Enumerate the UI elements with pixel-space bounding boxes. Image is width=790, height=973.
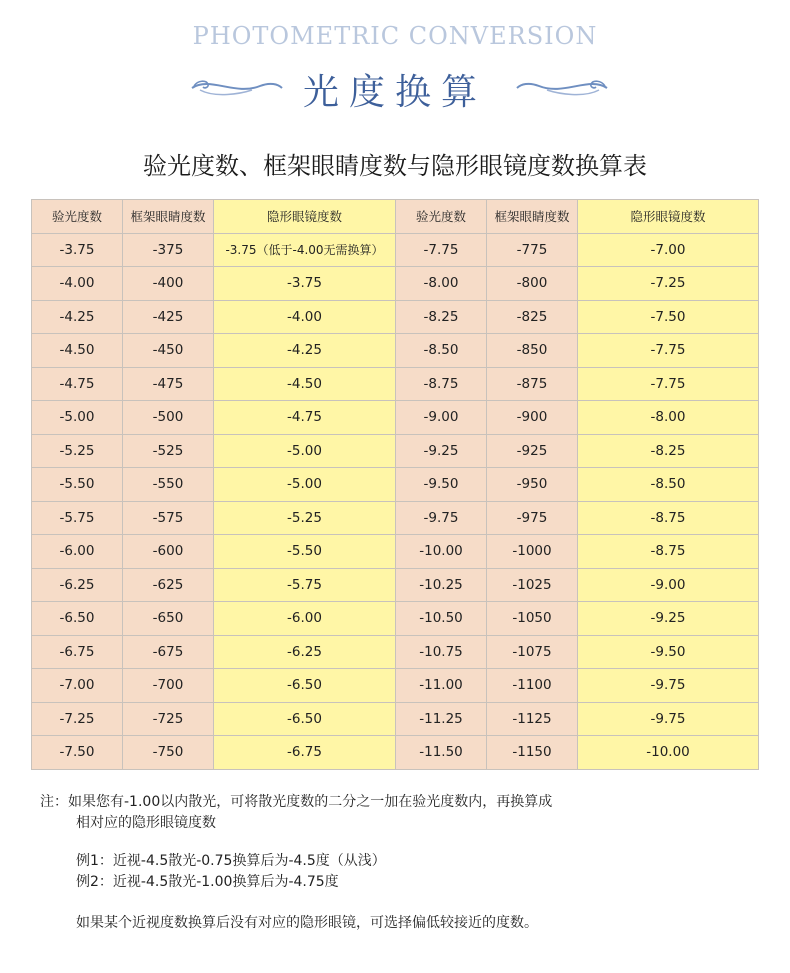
table-cell: -10.00 [578, 736, 759, 770]
header-refraction: 验光度数 [32, 200, 123, 234]
table-cell: -900 [487, 401, 578, 435]
table-cell: -6.25 [214, 635, 396, 669]
table-cell: -8.25 [396, 300, 487, 334]
table-row [32, 267, 759, 301]
table-cell: -1125 [487, 702, 578, 736]
table-row [32, 401, 759, 435]
table-header-row [32, 200, 759, 234]
table-row [32, 300, 759, 334]
table-cell: -5.00 [214, 434, 396, 468]
table-cell: -550 [123, 468, 214, 502]
table-cell: -825 [487, 300, 578, 334]
table-cell: -925 [487, 434, 578, 468]
table-row [32, 501, 759, 535]
table-row [32, 702, 759, 736]
table-title: 验光度数、框架眼睛度数与隐形眼镜度数换算表 [143, 152, 647, 180]
table-cell: -1075 [487, 635, 578, 669]
table-cell: -9.75 [578, 702, 759, 736]
header-frame: 框架眼睛度数 [487, 200, 578, 234]
table-cell: -9.75 [578, 669, 759, 703]
table-cell: -5.50 [214, 535, 396, 569]
table-cell: -3.75 [214, 267, 396, 301]
table-cell: -500 [123, 401, 214, 435]
table-row [32, 669, 759, 703]
table-row [32, 334, 759, 368]
table-row [32, 602, 759, 636]
table-cell: -9.50 [578, 635, 759, 669]
table-cell: -4.25 [32, 300, 123, 334]
table-cell: -875 [487, 367, 578, 401]
table-cell: -9.75 [396, 501, 487, 535]
table-cell: -5.75 [214, 568, 396, 602]
table-cell: -750 [123, 736, 214, 770]
right-ornament-icon [514, 72, 609, 102]
table-cell: -4.00 [214, 300, 396, 334]
table-cell: -4.75 [214, 401, 396, 435]
table-cell: -7.00 [32, 669, 123, 703]
table-cell: -6.75 [214, 736, 396, 770]
table-cell: -4.75 [32, 367, 123, 401]
table-cell: -5.25 [214, 501, 396, 535]
header-frame: 框架眼睛度数 [123, 200, 214, 234]
example-line: 例2：近视-4.5散光-1.00换算后为-4.75度 [76, 874, 339, 890]
table-cell: -950 [487, 468, 578, 502]
table-cell: -8.50 [396, 334, 487, 368]
table-cell: -425 [123, 300, 214, 334]
table-cell: -625 [123, 568, 214, 602]
table-cell: -1000 [487, 535, 578, 569]
table-cell: -6.50 [214, 702, 396, 736]
table-cell: -5.00 [214, 468, 396, 502]
table-cell: -10.00 [396, 535, 487, 569]
table-row [32, 535, 759, 569]
header-contact: 隐形眼镜度数 [214, 200, 396, 234]
table-cell: -8.75 [578, 535, 759, 569]
table-cell: -8.25 [578, 434, 759, 468]
table-cell: -1025 [487, 568, 578, 602]
header-refraction: 验光度数 [396, 200, 487, 234]
table-row [32, 635, 759, 669]
notes-section [40, 792, 760, 934]
table-cell: -1050 [487, 602, 578, 636]
table-cell: -6.50 [214, 669, 396, 703]
table-cell: -9.00 [396, 401, 487, 435]
table-cell: -3.75（低于-4.00无需换算） [214, 233, 396, 267]
table-cell: -8.75 [578, 501, 759, 535]
table-cell: -11.00 [396, 669, 487, 703]
table-cell: -475 [123, 367, 214, 401]
table-cell: -8.00 [578, 401, 759, 435]
table-cell: -7.25 [578, 267, 759, 301]
table-cell: -850 [487, 334, 578, 368]
table-row [32, 233, 759, 267]
table-cell: -600 [123, 535, 214, 569]
table-cell: -11.50 [396, 736, 487, 770]
table-cell: -7.25 [32, 702, 123, 736]
title-banner [0, 62, 790, 114]
table-cell: -7.75 [578, 334, 759, 368]
table-cell: -5.75 [32, 501, 123, 535]
table-cell: -10.75 [396, 635, 487, 669]
table-cell: -400 [123, 267, 214, 301]
table-cell: -11.25 [396, 702, 487, 736]
table-cell: -375 [123, 233, 214, 267]
table-cell: -8.50 [578, 468, 759, 502]
table-cell: -7.75 [578, 367, 759, 401]
table-cell: -9.25 [396, 434, 487, 468]
table-cell: -975 [487, 501, 578, 535]
table-cell: -7.50 [578, 300, 759, 334]
table-cell: -9.00 [578, 568, 759, 602]
table-cell: -725 [123, 702, 214, 736]
table-cell: -525 [123, 434, 214, 468]
table-cell: -9.25 [578, 602, 759, 636]
table-cell: -7.00 [578, 233, 759, 267]
table-cell: -700 [123, 669, 214, 703]
table-cell: -450 [123, 334, 214, 368]
example-line: 例1：近视-4.5散光-0.75换算后为-4.5度（从浅） [76, 853, 386, 869]
table-row [32, 736, 759, 770]
header-contact: 隐形眼镜度数 [578, 200, 759, 234]
table-cell: -6.00 [32, 535, 123, 569]
table-cell: -6.75 [32, 635, 123, 669]
table-cell: -4.50 [32, 334, 123, 368]
tip-line: 如果某个近视度数换算后没有对应的隐形眼镜，可选择偏低较接近的度数。 [76, 915, 538, 931]
table-cell: -4.25 [214, 334, 396, 368]
note-line: 相对应的隐形眼镜度数 [76, 815, 216, 831]
table-cell: -4.00 [32, 267, 123, 301]
table-cell: -7.50 [32, 736, 123, 770]
table-cell: -775 [487, 233, 578, 267]
table-row [32, 434, 759, 468]
table-cell: -6.00 [214, 602, 396, 636]
table-cell: -6.25 [32, 568, 123, 602]
conversion-table [31, 199, 759, 770]
table-row [32, 568, 759, 602]
note-line: 注：如果您有-1.00以内散光，可将散光度数的二分之一加在验光度数内，再换算成 [40, 794, 553, 810]
table-cell: -4.50 [214, 367, 396, 401]
table-cell: -650 [123, 602, 214, 636]
table-cell: -8.00 [396, 267, 487, 301]
table-row [32, 468, 759, 502]
table-cell: -10.25 [396, 568, 487, 602]
subtitle-english: PHOTOMETRIC CONVERSION [192, 22, 598, 50]
table-cell: -675 [123, 635, 214, 669]
table-cell: -1150 [487, 736, 578, 770]
table-cell: -800 [487, 267, 578, 301]
table-row [32, 367, 759, 401]
table-cell: -5.00 [32, 401, 123, 435]
table-cell: -5.25 [32, 434, 123, 468]
table-cell: -7.75 [396, 233, 487, 267]
table-cell: -3.75 [32, 233, 123, 267]
table-cell: -6.50 [32, 602, 123, 636]
table-cell: -1100 [487, 669, 578, 703]
table-cell: -575 [123, 501, 214, 535]
page-title: 光度换算 [302, 72, 487, 113]
table-cell: -9.50 [396, 468, 487, 502]
table-cell: -8.75 [396, 367, 487, 401]
table-cell: -10.50 [396, 602, 487, 636]
table-cell: -5.50 [32, 468, 123, 502]
